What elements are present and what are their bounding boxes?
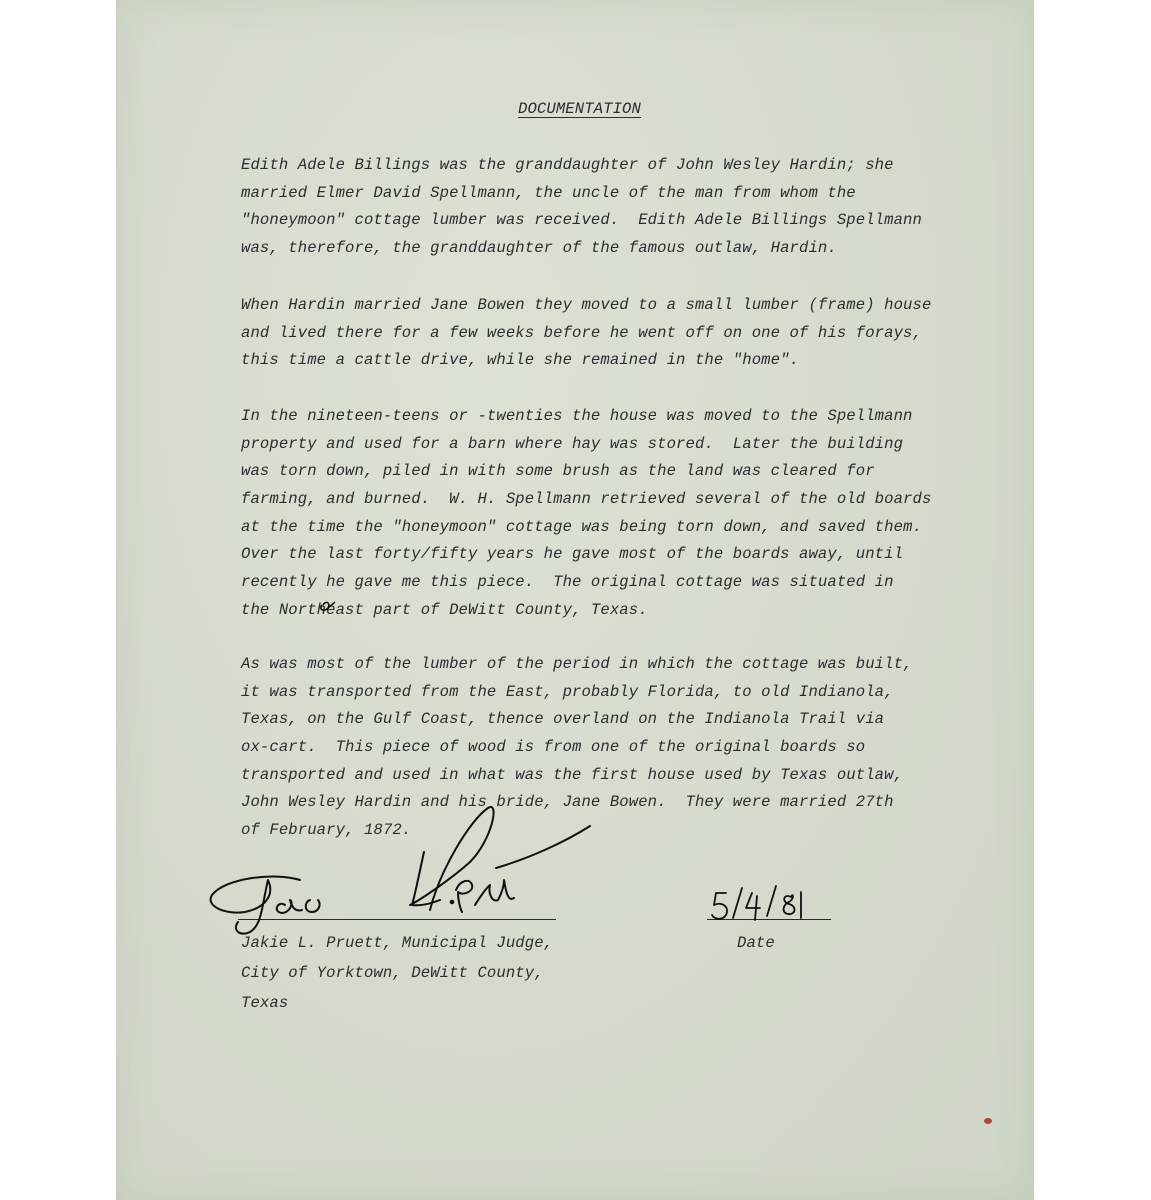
pin-mark <box>984 1118 992 1124</box>
text-line: transported and used in what was the first house used by Texas outlaw, <box>241 765 904 784</box>
text-line: Over the last forty/fifty years he gave most of the boards away, until <box>241 545 904 564</box>
text-line: As was most of the lumber of the period in which the cottage was built, <box>241 655 913 673</box>
text-line: married Elmer David Spellmann, the uncle of the man from whom the <box>241 183 856 202</box>
text-line: it was transported from the East, probably Florida, to old Indianola, <box>241 682 894 701</box>
date-label: Date <box>737 934 775 952</box>
text-line: and lived there for a few weeks before he went off on one of his forays, <box>241 323 922 342</box>
text-line: ox-cart. This piece of wood is from one of the original boards so <box>241 738 866 757</box>
text-line: Texas, on the Gulf Coast, thence overland on the Indianola Trail via <box>241 710 885 729</box>
paragraph-3 <box>241 403 961 625</box>
signer-line: Texas <box>241 994 289 1012</box>
text-line: was torn down, piled in with some brush as the land was cleared for <box>241 462 875 481</box>
text-line: farming, and burned. W. H. Spellmann retrieved several of the old boards <box>241 490 932 509</box>
text-line: "honeymoon" cottage lumber was received. Edith Adele Billings Spellmann <box>241 211 922 230</box>
signer-line: City of Yorktown, DeWitt County, <box>241 964 544 982</box>
signature-line <box>238 919 556 920</box>
text-line: was, therefore, the granddaughter of the famous outlaw, Hardin. <box>241 239 837 258</box>
text-line: In the nineteen-teens or -twenties the house was moved to the Spellmann <box>241 407 913 425</box>
signer-line: Jakie L. Pruett, Municipal Judge, <box>241 934 554 952</box>
text-line: property and used for a barn where hay was stored. Later the building <box>241 434 904 453</box>
text-line: this time a cattle drive, while she remained in the "home". <box>241 351 800 370</box>
paragraph-2 <box>241 292 961 375</box>
paragraph-4 <box>241 651 961 845</box>
text-line: the Northeast part of DeWitt County, Texas. <box>241 600 648 619</box>
text-line: at the time the "honeymoon" cottage was being torn down, and saved them. <box>241 517 922 536</box>
document-title: DOCUMENTATION <box>518 100 641 118</box>
text-line: John Wesley Hardin and his bride, Jane Bowen. They were married 27th <box>241 793 894 812</box>
text-line: Edith Adele Billings was the granddaughter of John Wesley Hardin; she <box>241 156 894 174</box>
text-line: recently he gave me this piece. The original cottage was situated in <box>241 573 894 592</box>
text-line: When Hardin married Jane Bowen they moved to a small lumber (frame) house <box>241 296 932 314</box>
text-line: of February, 1872. <box>241 821 412 840</box>
paragraph-1 <box>241 152 961 263</box>
signer-name-block <box>241 928 553 1018</box>
date-line <box>707 919 831 920</box>
